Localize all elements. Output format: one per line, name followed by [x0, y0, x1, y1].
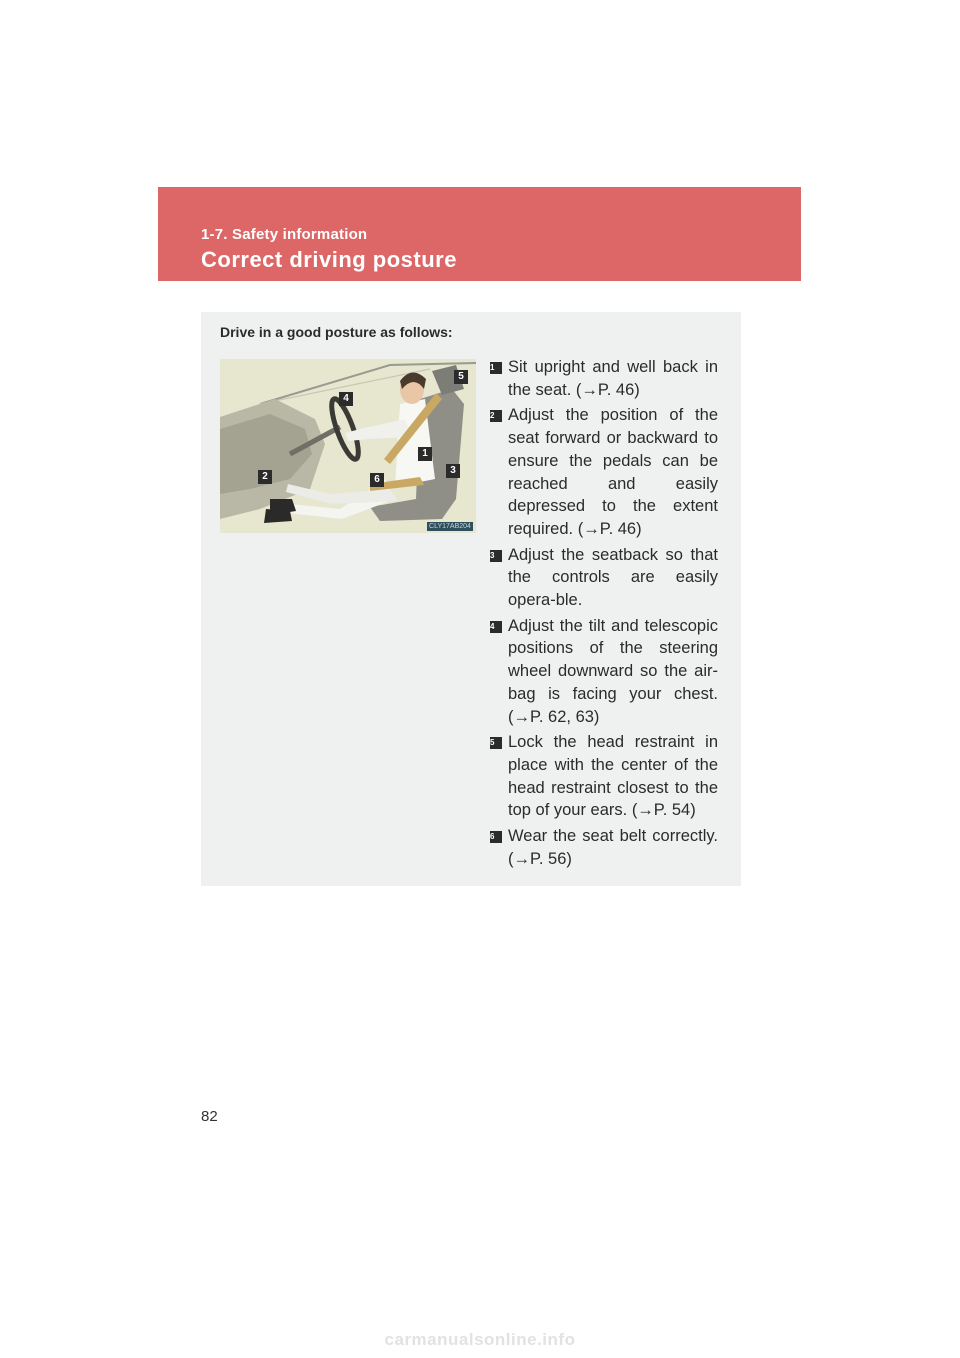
callout-2: 2	[258, 470, 272, 484]
step-number-badge: 3	[490, 550, 502, 562]
step-number-badge: 4	[490, 621, 502, 633]
step-text: Sit upright and well back in the seat. (→P. 46)	[508, 358, 718, 399]
figure-code: CLY17AB204	[427, 522, 473, 531]
section-header	[158, 187, 801, 281]
step-item	[490, 356, 718, 401]
intro-text: Drive in a good posture as follows:	[220, 324, 453, 340]
step-text: Wear the seat belt correctly. (→P. 56)	[508, 827, 718, 868]
section-label: 1-7. Safety information	[201, 226, 368, 243]
step-text: Lock the head restraint in place with the center of the head restraint closest to the top of your ears. (→P. 54)	[508, 733, 718, 820]
driver-seat-drawing	[220, 359, 476, 533]
posture-panel	[201, 312, 741, 886]
driving-posture-illustration	[220, 359, 476, 533]
watermark: carmanualsonline.info	[384, 1330, 576, 1349]
step-text: Adjust the position of the seat forward or backward to ensure the pedals can be reached and easily depressed to the extent required. (→P. 46)	[508, 406, 718, 538]
step-number-badge: 2	[490, 410, 502, 422]
step-item	[490, 731, 718, 822]
callout-4: 4	[339, 392, 353, 406]
page-title: Correct driving posture	[201, 247, 457, 272]
page-number: 82	[201, 1108, 218, 1125]
step-item	[490, 825, 718, 870]
step-number-badge: 6	[490, 831, 502, 843]
step-text: Adjust the seatback so that the controls are easily opera-ble.	[508, 545, 718, 610]
step-number-badge: 5	[490, 737, 502, 749]
step-text: Adjust the tilt and telescopic positions of the steering wheel downward so the air-bag is facing your chest. (→P. 62, 63)	[508, 616, 718, 726]
callout-5: 5	[454, 370, 468, 384]
step-number-badge: 1	[490, 362, 502, 374]
step-item	[490, 615, 718, 729]
callout-1: 1	[418, 447, 432, 461]
callout-6: 6	[370, 473, 384, 487]
posture-steps-list	[490, 356, 718, 873]
step-item	[490, 404, 718, 540]
callout-3: 3	[446, 464, 460, 478]
step-item	[490, 544, 718, 612]
